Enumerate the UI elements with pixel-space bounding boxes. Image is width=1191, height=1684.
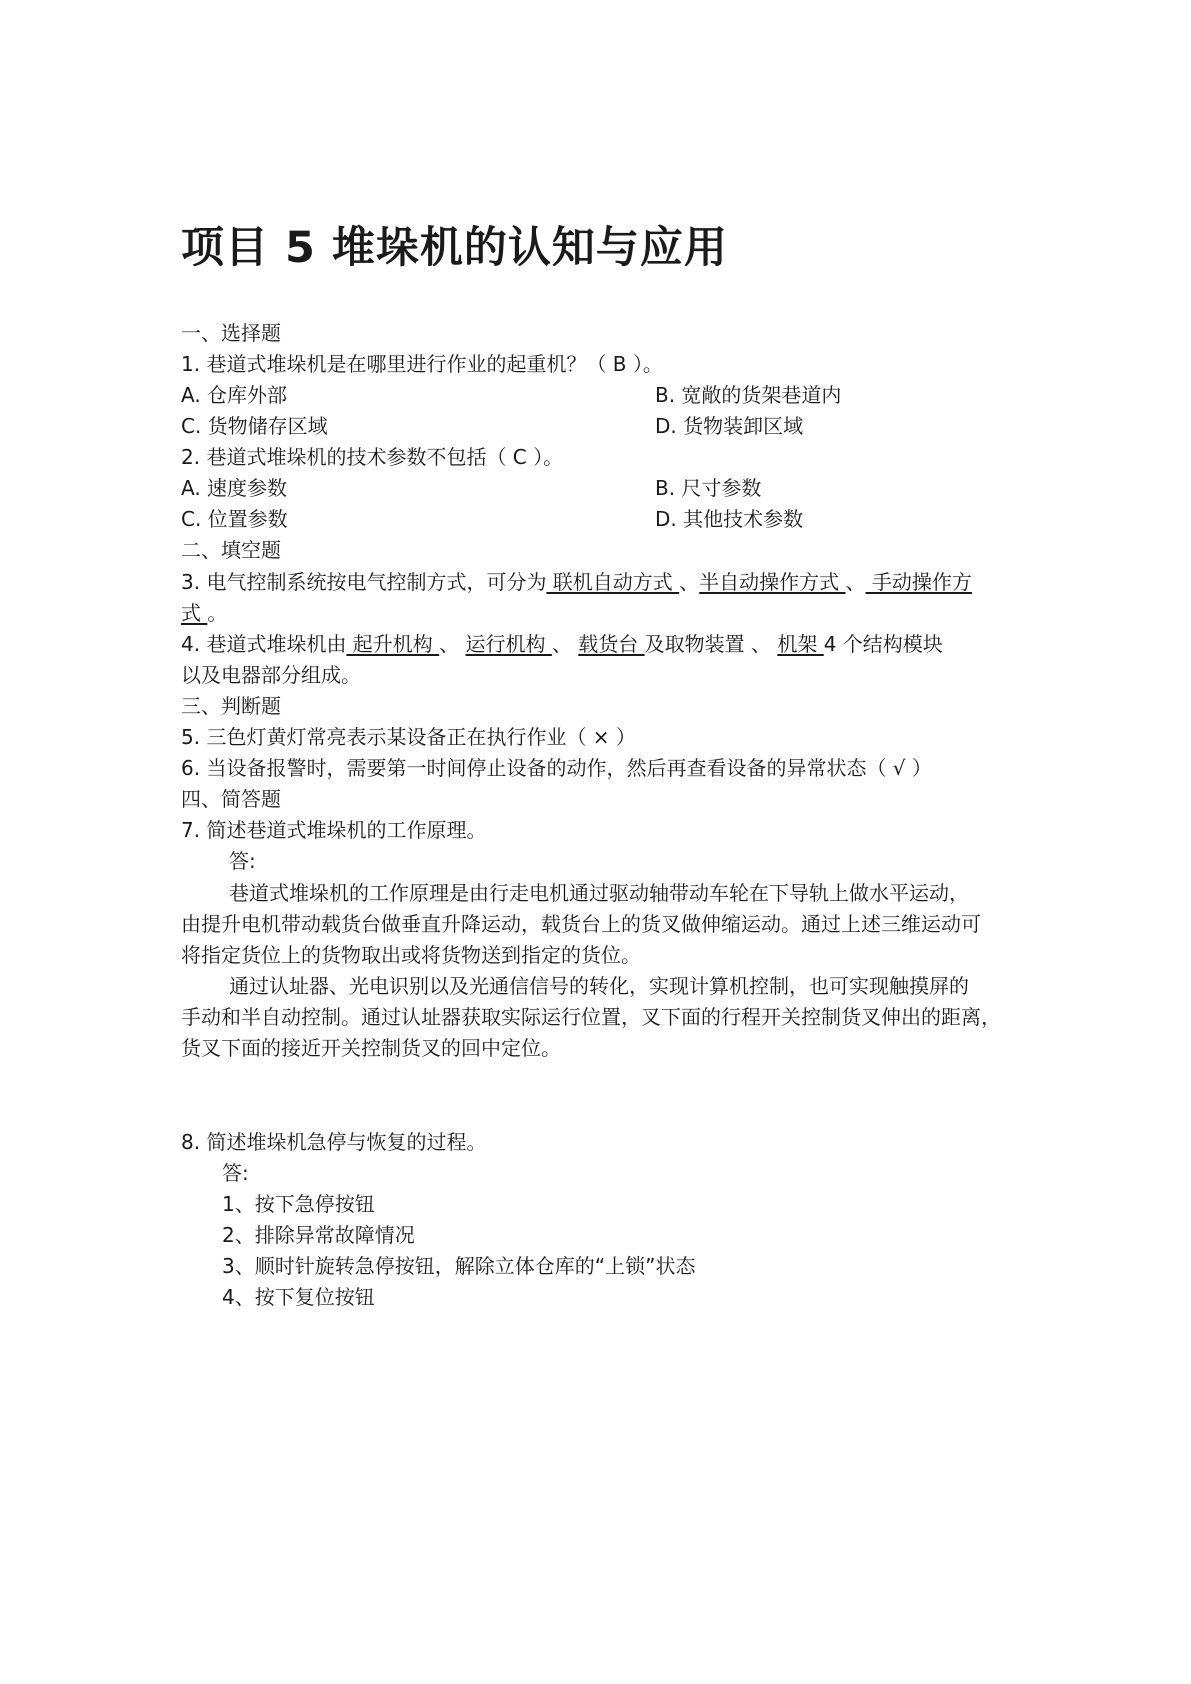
question-7-stem: 7. 简述巷道式堆垛机的工作原理。 — [181, 818, 487, 842]
question-1-options-row-1 — [181, 380, 1021, 411]
question-8-stem: 8. 简述堆垛机急停与恢复的过程。 — [181, 1130, 487, 1154]
question-2-options-row-1 — [181, 473, 1021, 504]
q8-step-4: 4、按下复位按钮 — [222, 1285, 375, 1309]
q7-answer-paragraph-1-line-1: 巷道式堆垛机的工作原理是由行走电机通过驱动轴带动车轮在下导轨上做水平运动， — [229, 881, 969, 905]
q3-separator-1: 、 — [679, 570, 700, 594]
section-heading-choice: 一、选择题 — [181, 321, 281, 345]
question-4-line-2: 以及电器部分组成。 — [181, 663, 361, 687]
q2-option-a: A. 速度参数 — [181, 476, 288, 500]
q1-option-b: B. 宽敞的货架巷道内 — [655, 383, 842, 407]
q1-option-a: A. 仓库外部 — [181, 383, 288, 407]
question-1-options-row-2 — [181, 411, 1021, 442]
q4-answer-2: 运行机构 — [465, 632, 552, 656]
q7-answer-paragraph-1-line-3: 将指定货位上的货物取出或将货物送到指定的货位。 — [181, 943, 641, 967]
q7-answer-label: 答: — [229, 849, 256, 873]
question-2-options-row-2 — [181, 504, 1021, 535]
q4-answer-1: 起升机构 — [346, 632, 440, 656]
q3-prefix: 3. 电气控制系统按电气控制方式，可分为 — [181, 570, 547, 594]
question-3-line-2 — [181, 598, 1021, 629]
question-3-line-1 — [181, 567, 1021, 598]
q7-answer-paragraph-2-line-1: 通过认址器、光电识别以及光通信信号的转化，实现计算机控制，也可实现触摸屏的 — [229, 974, 969, 998]
section-heading-true-false: 三、判断题 — [181, 694, 281, 718]
q1-option-c: C. 货物储存区域 — [181, 414, 328, 438]
q4-prefix: 4. 巷道式堆垛机由 — [181, 632, 347, 656]
q4-answer-3: 载货台 — [578, 632, 645, 656]
q4-separator-1: 、 — [439, 632, 466, 656]
q4-separator-2: 、 — [551, 632, 579, 656]
q2-option-c: C. 位置参数 — [181, 507, 288, 531]
q7-answer-paragraph-1-line-2: 由提升电机带动载货台做垂直升降运动，载货台上的货叉做伸缩运动。通过上述三维运动可 — [181, 912, 981, 936]
q3-end: 。 — [207, 601, 228, 625]
q4-middle-text: 及取物装置 、 — [644, 632, 778, 656]
q8-step-1: 1、按下急停按钮 — [222, 1192, 375, 1216]
q1-option-d: D. 货物装卸区域 — [655, 414, 804, 438]
q7-answer-paragraph-2-line-2: 手动和半自动控制。通过认址器获取实际运行位置，叉下面的行程开关控制货叉伸出的距离， — [181, 1005, 1001, 1029]
q3-answer-3-part-1: 手动操作方 — [865, 570, 972, 594]
question-4-line-1 — [181, 629, 1021, 660]
question-5: 5. 三色灯黄灯常亮表示某设备正在执行作业（ × ） — [181, 725, 636, 749]
section-heading-short-answer: 四、简答题 — [181, 787, 281, 811]
q3-separator-2: 、 — [845, 570, 866, 594]
q2-option-b: B. 尺寸参数 — [655, 476, 762, 500]
q8-answer-label: 答: — [222, 1161, 249, 1185]
q8-step-2: 2、排除异常故障情况 — [222, 1223, 415, 1247]
q4-tail: 4 个结构模块 — [823, 632, 943, 656]
section-heading-fill-blank: 二、填空题 — [181, 538, 281, 562]
q3-answer-2: 半自动操作方式 — [699, 570, 846, 594]
question-2-stem: 2. 巷道式堆垛机的技术参数不包括（ C ）。 — [181, 445, 564, 469]
q4-answer-4: 机架 — [777, 632, 824, 656]
q8-step-3: 3、顺时针旋转急停按钮，解除立体仓库的“上锁”状态 — [222, 1254, 696, 1278]
q3-answer-3-part-2: 式 — [181, 601, 208, 625]
question-1-stem: 1. 巷道式堆垛机是在哪里进行作业的起重机？（ B ）。 — [181, 352, 663, 376]
q2-option-d: D. 其他技术参数 — [655, 507, 804, 531]
question-6: 6. 当设备报警时，需要第一时间停止设备的动作，然后再查看设备的异常状态（ √ ） — [181, 756, 932, 780]
q7-answer-paragraph-2-line-3: 货叉下面的接近开关控制货叉的回中定位。 — [181, 1036, 561, 1060]
page-title: 项目 5 堆垛机的认知与应用 — [181, 223, 728, 273]
q3-answer-1: 联机自动方式 — [546, 570, 680, 594]
